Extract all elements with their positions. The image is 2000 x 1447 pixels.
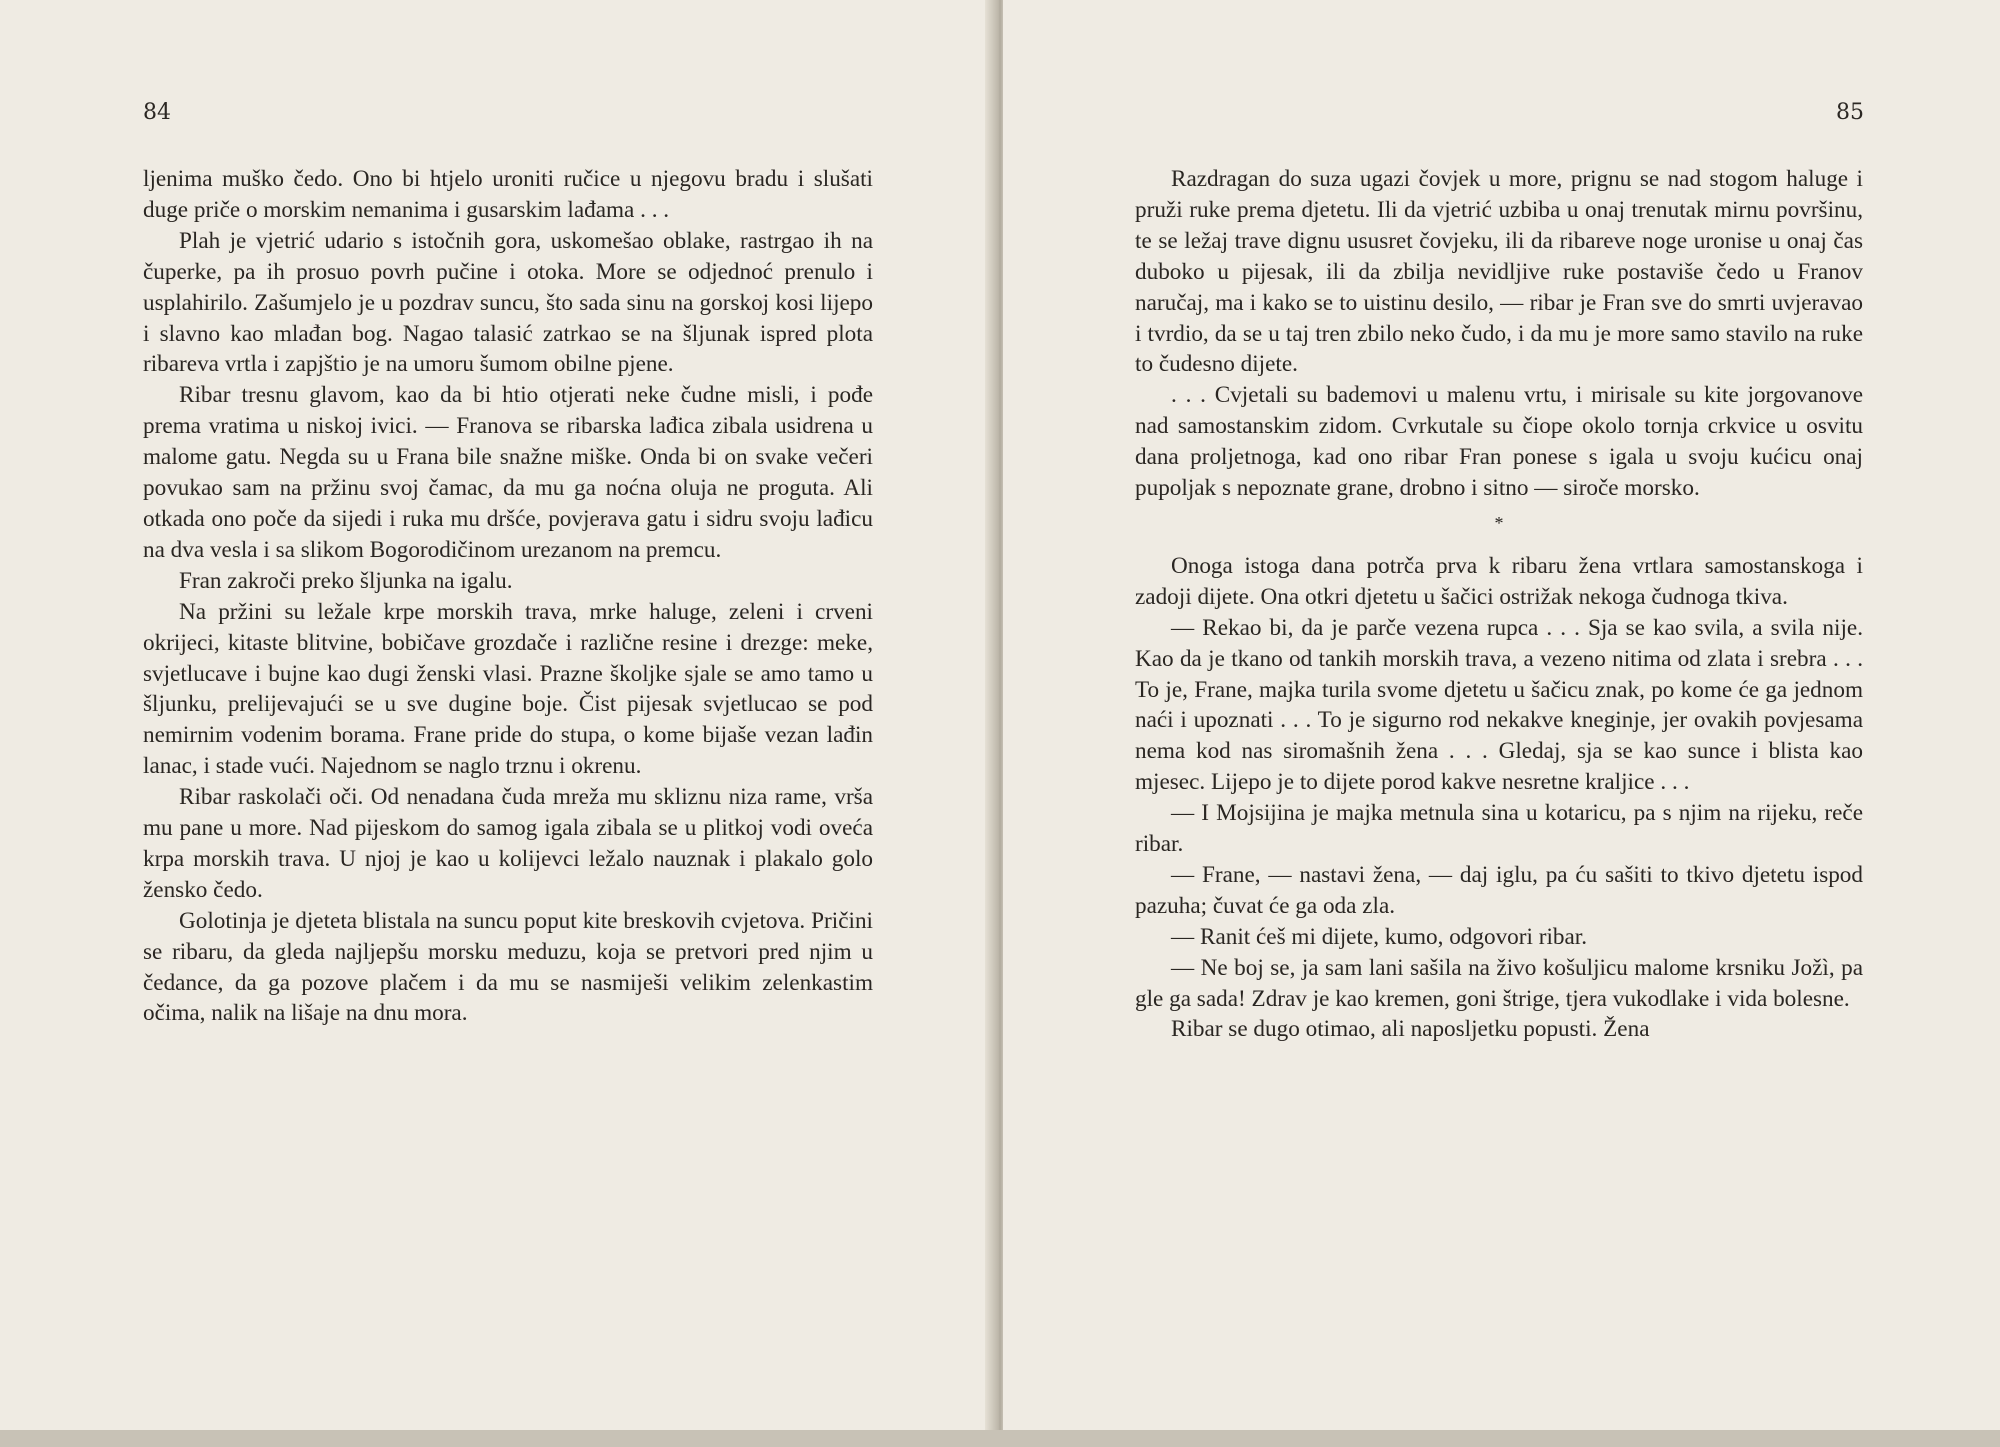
paragraph: — Ne boj se, ja sam lani sašila na živo košuljicu malome krsniku Jožì, pa gle ga sada! Zdrav je kao kremen, goni štrige, tjera vukodlake i vida bolesne. bbox=[1135, 954, 1863, 1012]
paragraph: — Frane, — nastavi žena, — daj iglu, pa ću sašiti to tkivo djetetu ispod pazuha; čuvat će ga oda zla. bbox=[1135, 861, 1863, 919]
paragraph: Na pržini su ležale krpe morskih trava, mrke haluge, zeleni i crveni okrijeci, kitaste blitvine, bobičave grozdače i različne resine i drezge: meke, svjetlucave i bujne kao dugi ženski vlasi. Prazne školjke sjale se amo tamo u šljunku, prelijevajući se u sve dugine boje. Čist pijesak svjetlucao se pod nemirnim vodenim borama. Frane pride do stupa, o kome bijaše vezan lađin lanac, i stade vući. Najednom se naglo trznu i okrenu. bbox=[143, 598, 873, 780]
page-number-left: 84 bbox=[143, 100, 171, 125]
paragraph: Fran zakroči preko šljunka na igalu. bbox=[179, 567, 513, 594]
left-page bbox=[0, 0, 997, 1447]
paragraph: — Rekao bi, da je parče vezena rupca . . . Sja se kao svila, a svila nije. Kao da je tkano od tankih morskih trava, a vezeno nitima od zlata i srebra . . . To je, Frane, majka turila svome djetetu u šačicu znak, po kome će ga jednom naći i upoznati . . . To je sigurno rod nekakve kneginje, jer ovakih povjesama nema kod nas siromašnih žena . . . Gledaj, sja se kao sunce i blista kao mjesec. Lijepo je to dijete porod kakve nesretne kraljice . . . bbox=[1135, 614, 1863, 796]
paragraph: Onoga istoga dana potrča prva k ribaru žena vrtlara samostanskoga i zadoji dijete. Ona otkri djetetu u šačici ostrižak nekoga čudnoga tkiva. bbox=[1135, 552, 1863, 610]
paragraph: ljenima muško čedo. Ono bi htjelo uroniti ručice u njegovu bradu i slušati duge priče o morskim nemanima i gusarskim lađama . . . bbox=[143, 166, 873, 223]
paragraph: Ribar se dugo otimao, ali naposljetku popusti. Žena bbox=[1171, 1016, 1650, 1043]
paragraph: Ribar tresnu glavom, kao da bi htio otjerati neke čudne misli, i pođe prema vratima u niskoj ivici. — Franova se ribarska lađica zibala usidrena u malome gatu. Negda su u Frana bile snažne miške. Onda bi on svake večeri povukao sam na pržinu svoj čamac, da mu ga noćna oluja ne proguta. Ali otkada ono poče da sijedi i ruka mu dršće, povjerava gatu i sidru svoju lađicu na dva vesla i sa slikom Bogorodičinom urezanom na premcu. bbox=[143, 382, 873, 563]
page-bottom-edge bbox=[0, 1430, 2000, 1447]
paragraph: — I Mojsijina je majka metnula sina u kotaricu, pa s njim na rijeku, reče ribar. bbox=[1135, 800, 1863, 858]
page-number-right: 85 bbox=[1836, 100, 1864, 125]
paragraph: Plah je vjetrić udario s istočnih gora, uskomešao oblake, rastrgao ih na čuperke, pa ih prosuo povrh pučine i otoka. More se odjednoć prenulo i usplahirilo. Zašumjelo je u pozdrav suncu, što sada sinu na gorskoj kosi lijepo i slavno kao mlađan bog. Nagao talasić zatrkao se na šljunak ispred plota ribareva vrtla i zapjštio je na umoru šumom obilne pjene. bbox=[143, 227, 873, 378]
right-page-text bbox=[1135, 164, 1863, 1045]
section-break-asterisk: * bbox=[1494, 512, 1504, 533]
paragraph: Razdragan do suza ugazi čovjek u more, prignu se nad stogom haluge i pruži ruke prema djetetu. Ili da vjetrić uzbiba u onaj trenutak mirnu površinu, te se ležaj trave dignu ususret čovjeku, ili da ribareve noge uronise u onaj čas duboko u pijesak, ili da zbilja nevidljive ruke postaviše čedo u Franov naručaj, ma i kako se to uistinu desilo, — ribar je Fran sve do smrti uvjeravao i tvrdio, da se u taj tren zbilo neko čudo, i da mu je more samo stavilo na ruke to čudesno dijete. bbox=[1135, 166, 1863, 378]
paragraph: Golotinja je djeteta blistala na suncu poput kite breskovih cvjetova. Pričini se ribaru, da gleda najljepšu morsku meduzu, koja se pretvori pred njim u čedance, da ga pozove plačem i da mu se nasmiješi velikim zelenkastim očima, nalik na lišaje na dnu mora. bbox=[143, 907, 873, 1027]
right-page bbox=[1003, 0, 2000, 1447]
paragraph: — Ranit ćeš mi dijete, kumo, odgovori ribar. bbox=[1171, 923, 1588, 950]
paragraph: Ribar raskolači oči. Od nenadana čuda mreža mu skliznu niza rame, vrša mu pane u more. Nad pijeskom do samog igala zibala se u plitkoj vodi oveća krpa morskih trava. U njoj je kao u kolijevci ležalo nauznak i plakalo golo žensko čedo. bbox=[143, 784, 873, 903]
left-page-text bbox=[143, 164, 873, 1029]
paragraph: . . . Cvjetali su bademovi u malenu vrtu, i mirisale su kite jorgovanove nad samostanskim zidom. Cvrkutale su čiope okolo tornja crkvice u osvitu dana proljetnoga, kad ono ribar Fran ponese s igala u svoju kućicu onaj pupoljak s nepoznate grane, drobno i sitno — siroče morsko. bbox=[1135, 382, 1863, 502]
